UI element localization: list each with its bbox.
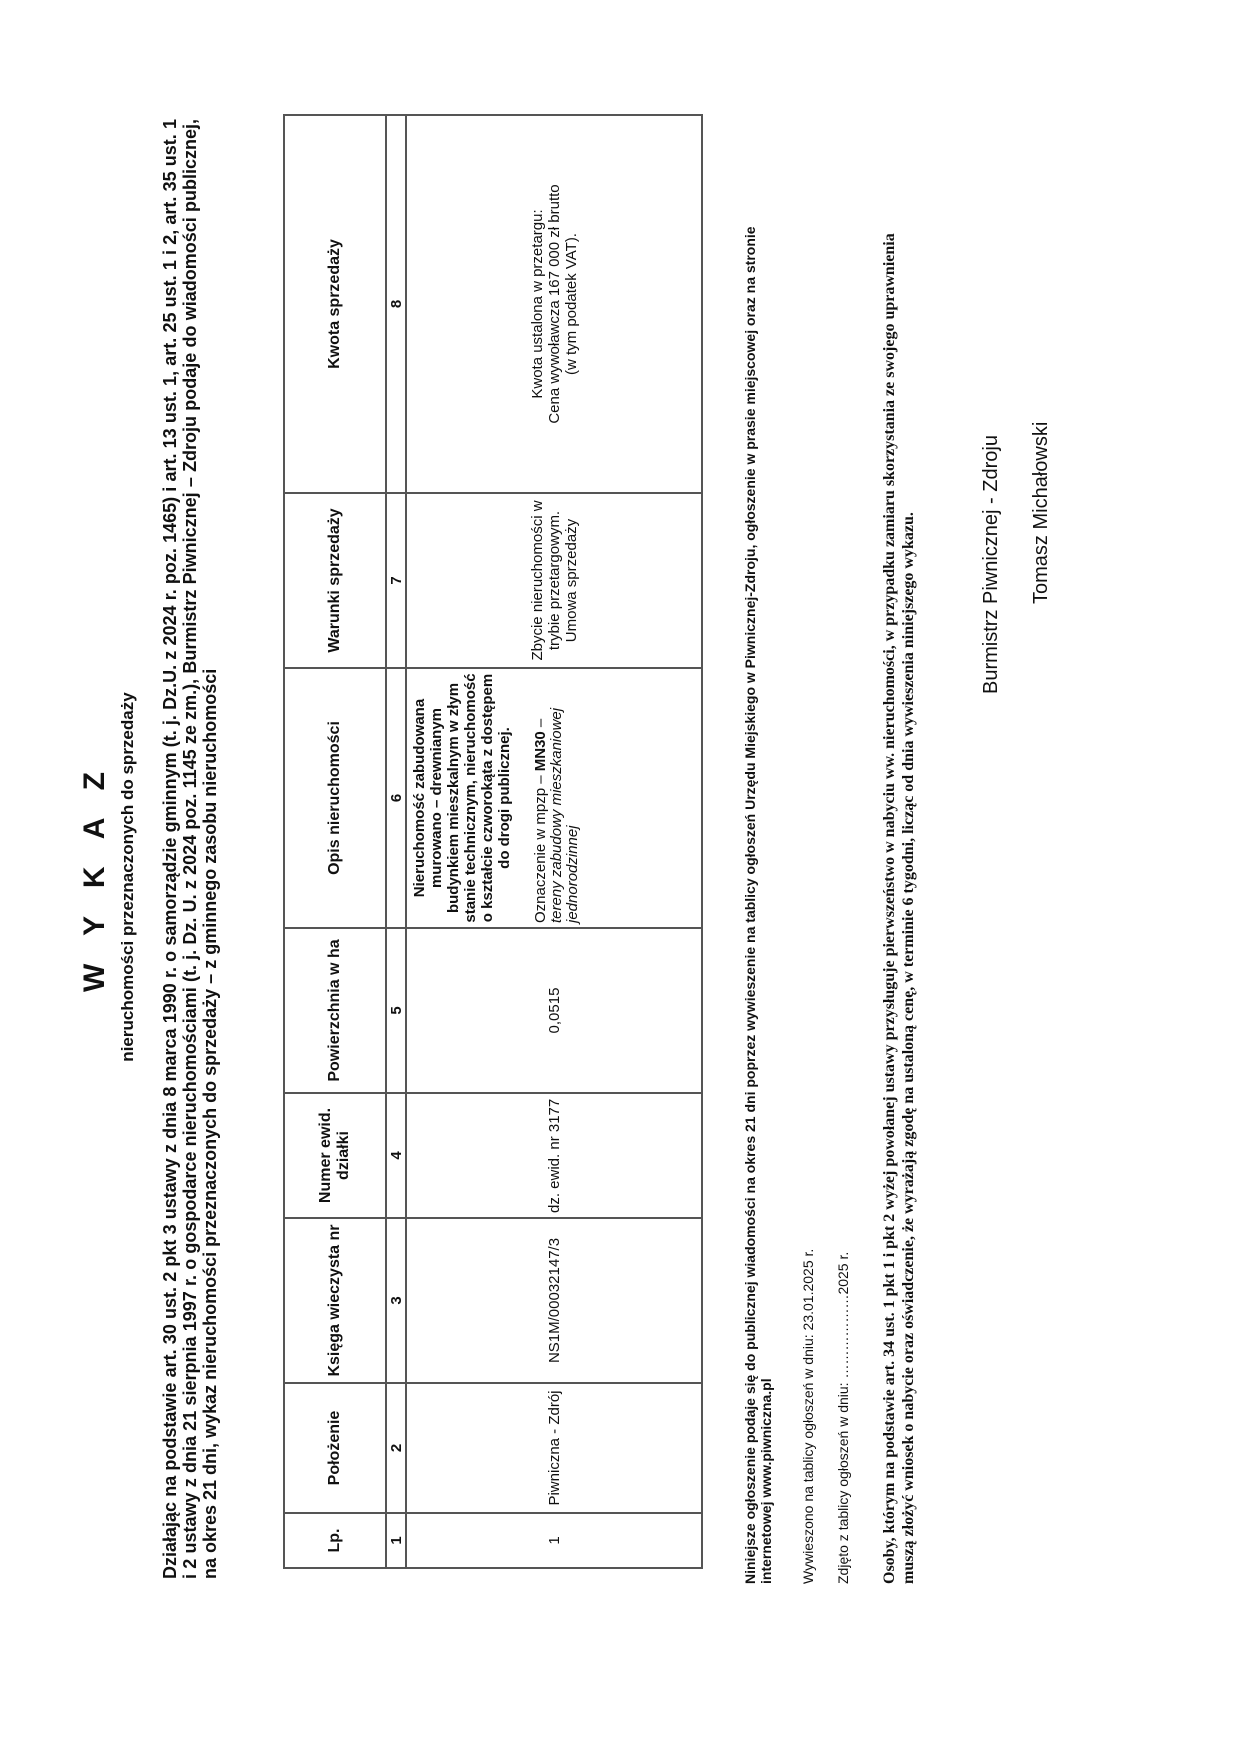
column-number: 6: [386, 668, 406, 928]
cell-warunki: Zbycie nieruchomości w trybie przetargowym. Umowa sprzedaży: [406, 493, 702, 668]
cell-dzialka: dz. ewid. nr 3177: [406, 1093, 702, 1218]
column-number: 5: [386, 928, 406, 1093]
mpzp-description: tereny zabudowy mieszkaniowej jednorodzinnej: [548, 707, 581, 923]
signature-role: Burmistrz Piwnicznej - Zdroju: [980, 435, 1002, 694]
header-dzialka: Numer ewid. działki: [284, 1093, 386, 1218]
legal-basis-text: Działając na podstawie art. 30 ust. 2 pkt 3 ustawy z dnia 8 marca 1990 r. o samorządzie gminnym (t. j. Dz.U. z 2024 r. poz. 1465) i art. 13 ust. 1, art. 25 ust. 1 i 2, art. 35 ust. 1 i 2 ustawy z dnia 21 sierpnia 1997 r. o gospodarce nieruchomościami (t. j. Dz. U. z 2024 poz. 1145 ze zm.), Burmistrz Piwnicznej – Zdroju podaje do wiadomości publicznej, na okres 21 dni, wykaz nieruchomości przeznaczonych do sprzedaży – z gminnego zasobu nieruchomości: [160, 119, 220, 1579]
mpzp-dash: –: [532, 718, 549, 732]
cell-opis: [406, 668, 702, 928]
document-subtitle: nieruchomości przeznaczonych do sprzedaży: [118, 692, 137, 1062]
header-opis: Opis nieruchomości: [284, 668, 386, 928]
mpzp-code: MN30: [532, 731, 549, 772]
cell-kwota: [406, 115, 702, 493]
column-number: 1: [386, 1513, 406, 1568]
header-ksiega: Księga wieczysta nr: [284, 1218, 386, 1383]
kwota-line-3: (w tym podatek VAT).: [562, 233, 580, 375]
posted-date-note: Wywieszono na tablicy ogłoszeń w dniu: 23.01.2025 r.: [800, 1248, 816, 1584]
table-header-row: [284, 115, 386, 1568]
table-row: [406, 115, 702, 1568]
document-title: W Y K A Z: [78, 762, 111, 993]
cell-ksiega: NS1M/00032147/3: [406, 1218, 702, 1383]
column-number: 7: [386, 493, 406, 668]
header-kwota: Kwota sprzedaży: [284, 115, 386, 493]
cell-lp: 1: [406, 1513, 702, 1568]
legal-basis-paragraph: [160, 119, 220, 1579]
mpzp-prefix: Oznaczenie w mpzp –: [532, 771, 549, 923]
header-lp: Lp.: [284, 1513, 386, 1568]
column-number: 3: [386, 1218, 406, 1383]
priority-right-note: Osoby, którym na podstawie art. 34 ust. 1 pkt 1 i pkt 2 wyżej powołanej ustawy przysługuje pierwszeństwo w nabyciu ww. nieruchomości, w przypadku zamiaru skorzystania ze swojego uprawnienia muszą złożyć wniosek o nabycie oraz oświadczenie, że wyrażają zgodę na ustaloną cenę, w terminie 6 tygodni, licząc od dnia wywieszenia niniejszego wykazu.: [881, 233, 917, 1584]
header-warunki: Warunki sprzedaży: [284, 493, 386, 668]
header-polozenie: Położenie: [284, 1383, 386, 1513]
opis-description: Nieruchomość zabudowana murowano – drewnianym budynkiem mieszkalnym w złym stanie technicznym, nieruchomość o kształcie czworokąta z dostępem do drogi publicznej.: [411, 673, 513, 923]
column-number: 4: [386, 1093, 406, 1218]
signature-name: Tomasz Michałowski: [1030, 421, 1052, 604]
opis-mpzp: [533, 673, 581, 923]
kwota-line-2: Cena wywoławcza 167 000 zł brutto: [545, 184, 563, 424]
kwota-line-1: Kwota ustalona w przetargu:: [528, 209, 546, 399]
property-table: [283, 114, 703, 1569]
cell-powierzchnia: 0,0515: [406, 928, 702, 1093]
column-number: 2: [386, 1383, 406, 1513]
publication-note: Niniejsze ogłoszenie podaje się do publicznej wiadomości na okres 21 dni poprzez wywieszenie na tablicy ogłoszeń Urzędu Miejskiego w Piwnicznej-Zdroju, ogłoszenie w prasie miejscowej oraz na stronie internetowej www.piwniczna.pl: [742, 226, 774, 1584]
header-powierzchnia: Powierzchnia w ha: [284, 928, 386, 1093]
removed-date-note: Zdjęto z tablicy ogłoszeń w dniu: ………………2025 r.: [835, 1251, 851, 1584]
column-number-row: [386, 115, 406, 1568]
cell-polozenie: Piwniczna - Zdrój: [406, 1383, 702, 1513]
column-number: 8: [386, 115, 406, 493]
